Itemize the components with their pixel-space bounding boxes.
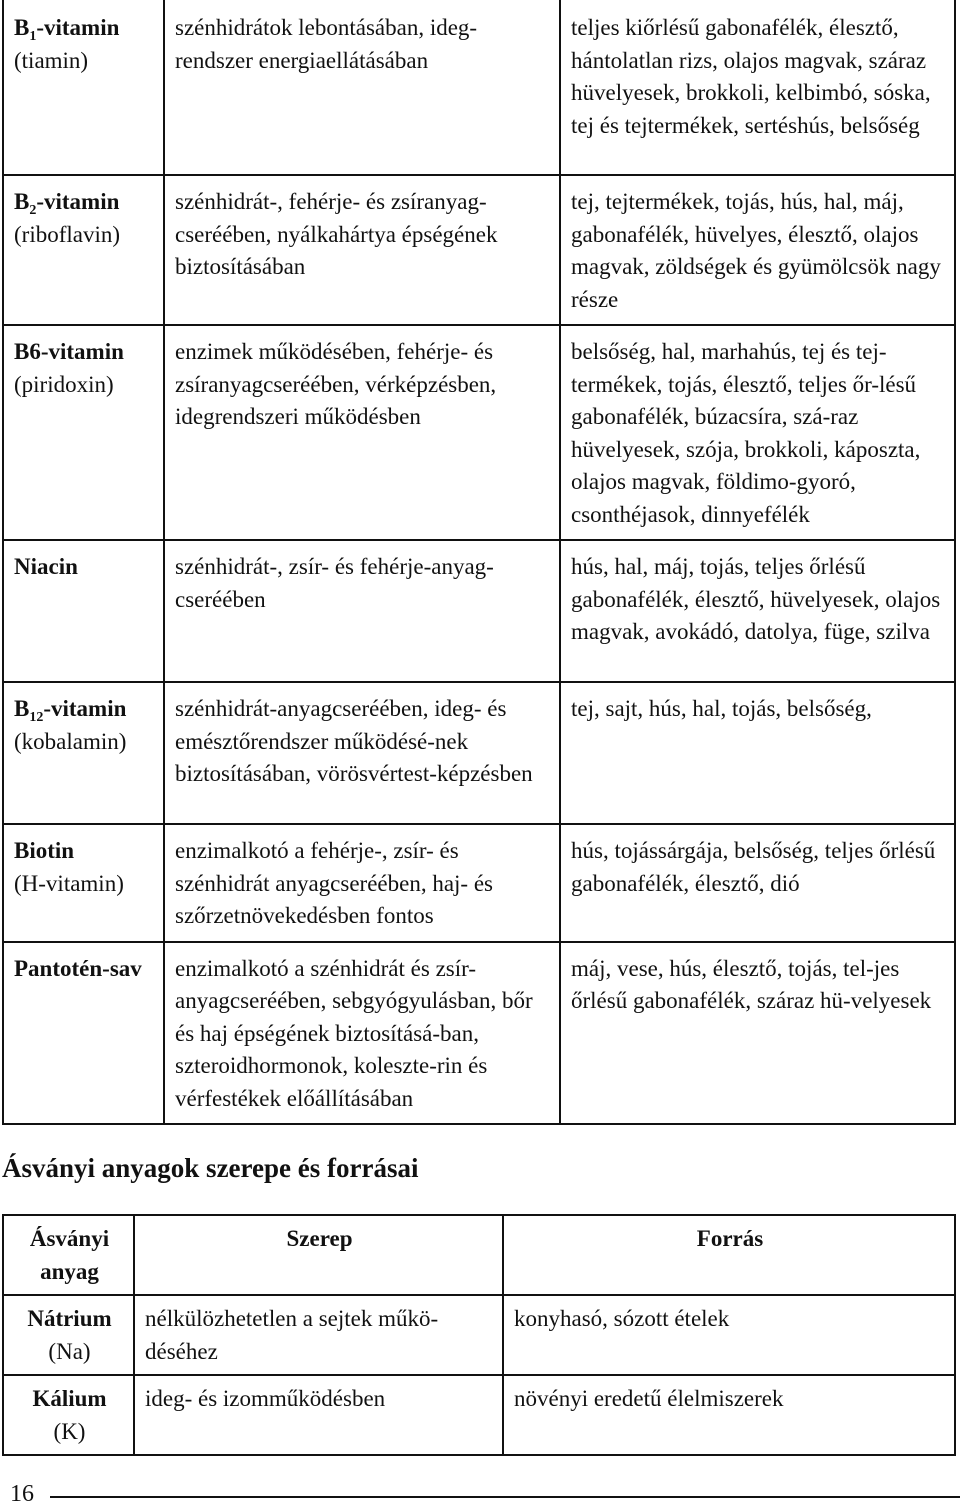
vitamin-row-b1: [3, 0, 955, 175]
vitamin-sources: tej, tejtermékek, tojás, hús, hal, máj, gabonafélék, hüvelyes, élesztő, olajos magvak, zöldségek és gyümölcsök nagy része: [560, 175, 955, 325]
mineral-header-row: [3, 1215, 955, 1295]
mineral-role: nélkülözhetetlen a sejtek műkö-déséhez: [134, 1295, 503, 1375]
mineral-source: növényi eredetű élelmiszerek: [503, 1375, 955, 1455]
vitamin-role: enzimek működésében, fehérje- és zsíranyagcseréében, vérképzésben, idegrendszeri működésben: [164, 325, 560, 540]
vitamin-alt-name: (piridoxin): [14, 371, 114, 397]
vitamin-role: szénhidrát-, fehérje- és zsíranyag-cseréében, nyálkahártya épségének biztosításában: [164, 175, 560, 325]
vitamin-sources: belsőség, hal, marhahús, tej és tej-termékek, tojás, élesztő, teljes őr-lésű gabonafélék, búzacsíra, szá-raz hüvelyesek, szója, brokkoli, káposzta, olajos magvak, földimo-gyoró, csonthéjasok, dinnyefélék: [560, 325, 955, 540]
vitamin-name-cell: [3, 325, 164, 540]
header-mineral: Ásványi anyag: [3, 1215, 134, 1295]
vitamin-alt-name: (tiamin): [14, 47, 89, 73]
vitamin-sources: máj, vese, hús, élesztő, tojás, tel-jes őrlésű gabonafélék, száraz hü-velyesek: [560, 942, 955, 1125]
vitamin-role: enzimalkotó a szénhidrát és zsír-anyagcseréében, sebgyógyulásban, bőr és haj épségének biztosításá-ban, szteroidhormonok, koleszte-rin és vérfestékek előállításában: [164, 942, 560, 1125]
header-source: Forrás: [503, 1215, 955, 1295]
vitamin-name: B6-vitamin: [14, 339, 124, 364]
section-title: Ásványi anyagok szerepe és forrásai: [2, 1153, 419, 1183]
vitamin-name: $B_{12}$-vitamin: [14, 696, 127, 725]
vitamin-name: Pantotén-sav: [14, 955, 142, 981]
vitamin-role: szénhidrát-anyagcseréében, ideg- és emésztőrendszer működésé-nek biztosításában, vörösvértest-képzésben: [164, 682, 560, 824]
vitamin-name: Biotin: [14, 838, 75, 863]
header-role: Szerep: [134, 1215, 503, 1295]
mineral-name-cell: [3, 1375, 134, 1455]
page-footer: [0, 1478, 960, 1511]
mineral-symbol: (K): [53, 1418, 86, 1444]
mineral-name: Kálium: [32, 1386, 107, 1411]
vitamin-name: $B_1$-vitamin: [14, 15, 120, 44]
vitamin-alt-name: (riboflavin): [14, 221, 121, 247]
vitamin-name-cell: [3, 0, 164, 175]
mineral-name-cell: [3, 1295, 134, 1375]
vitamin-row-b6: [3, 325, 955, 540]
vitamin-sources: hús, hal, máj, tojás, teljes őrlésű gabonafélék, élesztő, hüvelyesek, olajos magvak, avokádó, datolya, füge, szilva: [560, 540, 955, 682]
mineral-table: [2, 1214, 956, 1456]
vitamin-role: szénhidrát-, zsír- és fehérje-anyag-cseréében: [164, 540, 560, 682]
footer-rule: [50, 1496, 960, 1498]
vitamin-name: $B_2$-vitamin: [14, 189, 120, 218]
vitamin-sources: tej, sajt, hús, hal, tojás, belsőség,: [560, 682, 955, 824]
vitamin-name-cell: [3, 175, 164, 325]
vitamin-role: enzimalkotó a fehérje-, zsír- és szénhidrát anyagcseréében, haj- és szőrzetnövekedésben fontos: [164, 824, 560, 942]
vitamin-row-niacin: [3, 540, 955, 682]
vitamin-row-biotin: [3, 824, 955, 942]
page-number: 16: [10, 1481, 34, 1507]
vitamin-alt-name: (kobalamin): [14, 728, 127, 754]
vitamin-name-cell: [3, 942, 164, 1125]
vitamin-role: szénhidrátok lebontásában, ideg-rendszer energiaellátásában: [164, 0, 560, 175]
vitamin-row-b2: [3, 175, 955, 325]
mineral-symbol: (Na): [48, 1338, 91, 1364]
vitamin-sources: hús, tojássárgája, belsőség, teljes őrlésű gabonafélék, élesztő, dió: [560, 824, 955, 942]
vitamin-name: Niacin: [14, 554, 78, 579]
mineral-row: [3, 1375, 955, 1455]
mineral-name: Nátrium: [27, 1306, 112, 1331]
mineral-source: konyhasó, sózott ételek: [503, 1295, 955, 1375]
vitamin-sources: teljes kiőrlésű gabonafélék, élesztő, hántolatlan rizs, olajos magvak, száraz hüvelyesek, brokkoli, kelbimbó, sóska, tej és tejtermékek, sertéshús, belsőség: [560, 0, 955, 175]
vitamin-row-b12: [3, 682, 955, 824]
vitamin-name-cell: [3, 824, 164, 942]
mineral-role: ideg- és izomműködésben: [134, 1375, 503, 1455]
vitamin-row-pantothenic: [3, 942, 955, 1125]
mineral-row: [3, 1295, 955, 1375]
vitamin-name-cell: [3, 682, 164, 824]
vitamin-table: [2, 0, 956, 1125]
vitamin-name-cell: [3, 540, 164, 682]
vitamin-alt-name: (H-vitamin): [14, 870, 124, 896]
